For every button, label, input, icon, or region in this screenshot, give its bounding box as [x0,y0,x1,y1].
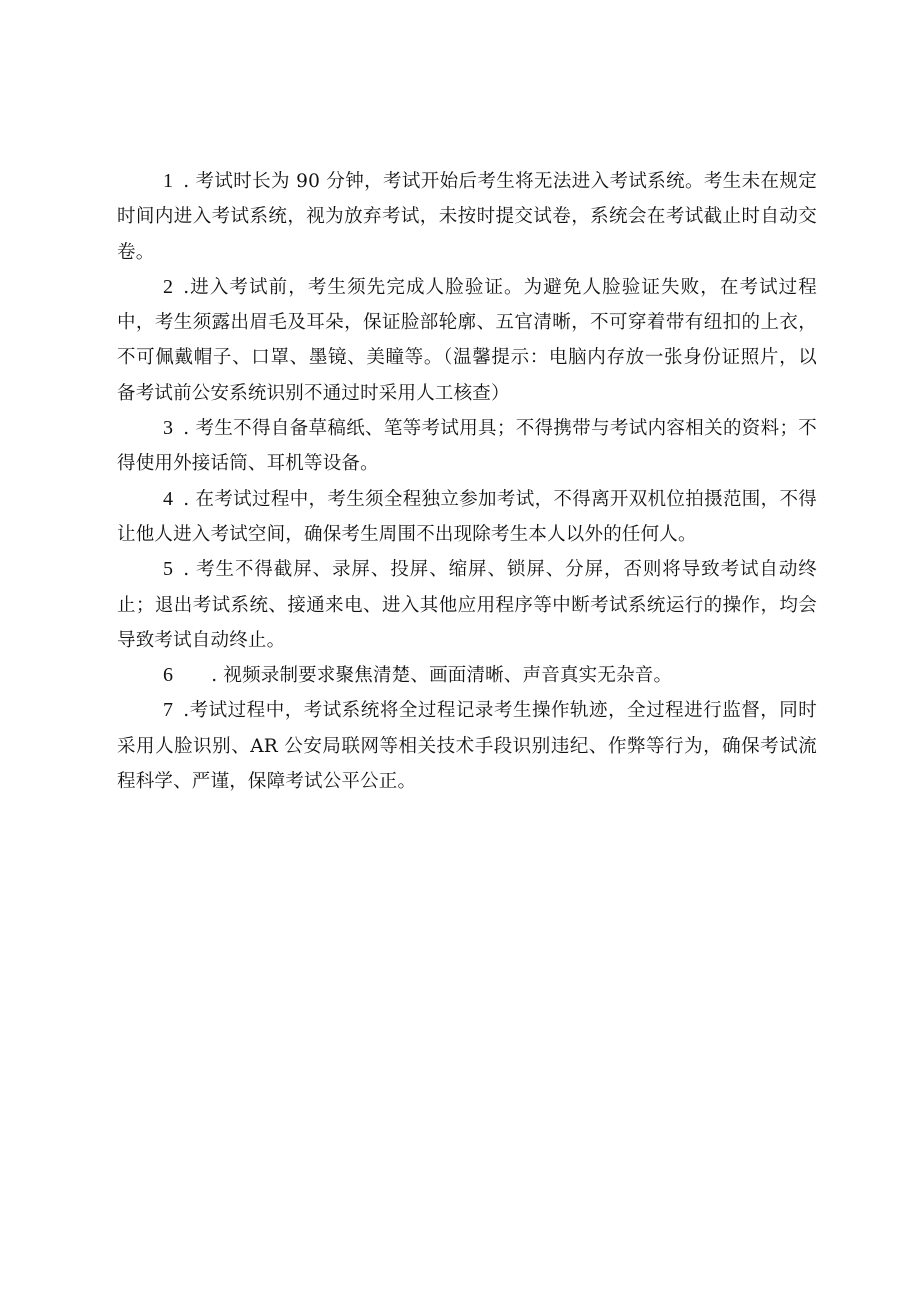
document-page [117,164,817,799]
rule-item-6 [117,658,817,693]
rule-text: . 视频录制要求聚焦清楚、画面清晰、声音真实无杂音。 [211,665,673,687]
rule-item-5 [117,552,817,658]
rule-number: 4 [163,487,174,510]
rule-text: . 考试时长为 90 分钟，考试开始后考生将无法进入考试系统。考生未在规定时间内进入考试系统，视为放弃考试，未按时提交试卷，系统会在考试截止时自动交卷。 [117,171,817,263]
rule-number: 1 [163,170,174,192]
rule-number: 7 [163,699,174,722]
rule-item-2 [117,270,817,411]
rule-text: . 考生不得自备草稿纸、笔等考试用具；不得携带与考试内容相关的资料；不得使用外接话筒、耳机等设备。 [117,418,817,475]
rule-text: . 在考试过程中，考生须全程独立参加考试，不得离开双机位拍摄范围，不得让他人进入考试空间，确保考生周围不出现除考生本人以外的任何人。 [117,488,817,545]
rule-number: 3 [163,417,174,440]
rule-number: 5 [163,558,174,581]
rule-text: .进入考试前，考生须先完成人脸验证。为避免人脸验证失败，在考试过程中，考生须露出眉毛及耳朵，保证脸部轮廓、五官清晰，不可穿着带有纽扣的上衣，不可佩戴帽子、口罩、墨镜、美瞳等。（温馨提示：电脑内存放一张身份证照片，以备考试前公安系统识别不通过时采用人工核查） [117,276,817,404]
rule-item-4 [117,482,817,553]
rule-item-7 [117,693,817,799]
rule-number: 6 [163,664,174,687]
rule-item-3 [117,411,817,482]
rule-text: . 考生不得截屏、录屏、投屏、缩屏、锁屏、分屏，否则将导致考试自动终止；退出考试系统、接通来电、进入其他应用程序等中断考试系统运行的操作，均会导致考试自动终止。 [117,559,817,651]
rule-text: .考试过程中，考试系统将全过程记录考生操作轨迹，全过程进行监督，同时采用人脸识别、AR 公安局联网等相关技术手段识别违纪、作弊等行为，确保考试流程科学、严谨，保障考试公平公正。 [117,700,817,793]
rule-item-1 [117,164,817,270]
rule-number: 2 [163,275,174,298]
